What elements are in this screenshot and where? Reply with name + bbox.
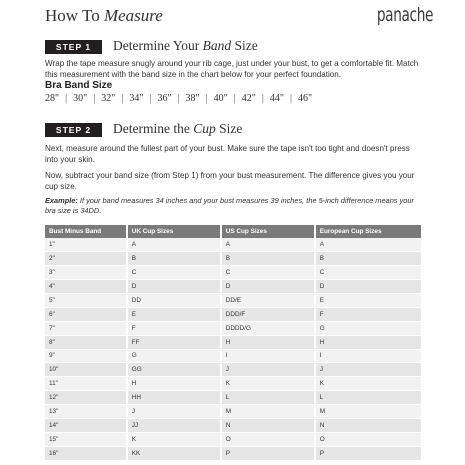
- cell-uk-cup: J: [128, 405, 222, 419]
- step1-badge: STEP 1: [45, 40, 102, 54]
- cell-uk-cup: JJ: [128, 419, 222, 433]
- cell-eu-cup: G: [316, 322, 421, 336]
- step1-title-italic: Band: [202, 38, 232, 53]
- cell-us-cup: C: [222, 266, 316, 280]
- title-italic: Measure: [103, 6, 163, 25]
- step1-title-suffix: Size: [231, 38, 258, 53]
- cell-us-cup: I: [222, 350, 316, 364]
- cell-eu-cup: D: [316, 280, 421, 294]
- cell-eu-cup: P: [316, 447, 421, 461]
- cell-eu-cup: C: [316, 266, 421, 280]
- band-size: 38": [185, 93, 200, 104]
- cell-uk-cup: F: [128, 322, 222, 336]
- cell-bust-minus-band: 5": [45, 294, 128, 308]
- cell-uk-cup: E: [128, 308, 222, 322]
- header-eu-cup: European Cup Sizes: [316, 225, 421, 238]
- step2-title-italic: Cup: [193, 121, 216, 136]
- band-size-separator: |: [93, 93, 96, 104]
- cell-uk-cup: GG: [128, 363, 222, 377]
- cell-us-cup: P: [222, 447, 316, 461]
- cell-us-cup: D: [222, 280, 316, 294]
- cell-bust-minus-band: 4": [45, 280, 128, 294]
- cell-us-cup: DDD/F: [222, 308, 316, 322]
- table-row: [45, 419, 421, 433]
- step2-instructions-1: Next, measure around the fullest part of your bust. Make sure the tape isn't too tight and doesn't press into your skin.: [45, 144, 410, 164]
- cell-bust-minus-band: 3": [45, 266, 128, 280]
- table-header-row: [45, 225, 421, 238]
- cell-uk-cup: H: [128, 377, 222, 391]
- cell-bust-minus-band: 1": [45, 238, 128, 252]
- table-row: [45, 350, 421, 364]
- table-row: [45, 280, 421, 294]
- cell-uk-cup: D: [128, 280, 222, 294]
- table-row: [45, 266, 421, 280]
- band-size: 44": [269, 93, 284, 104]
- cell-uk-cup: FF: [128, 336, 222, 350]
- cup-size-table: [45, 225, 421, 461]
- step1-heading: [45, 40, 425, 56]
- table-row: [45, 308, 421, 322]
- band-size: 40": [213, 93, 228, 104]
- step2-instructions-2: Now, subtract your band size (from Step 1) from your bust measurement. The difference gives you your cup size.: [45, 171, 415, 191]
- band-size: 46": [297, 93, 313, 104]
- cell-us-cup: N: [222, 419, 316, 433]
- step1-title-plain: Determine Your: [113, 38, 203, 53]
- cell-eu-cup: F: [316, 308, 421, 322]
- step2-title-suffix: Size: [215, 121, 243, 136]
- cell-uk-cup: G: [128, 350, 222, 364]
- table-row: [45, 322, 421, 336]
- cell-eu-cup: H: [316, 336, 421, 350]
- header-uk-cup: UK Cup Sizes: [128, 225, 222, 238]
- cell-eu-cup: L: [316, 391, 421, 405]
- cell-us-cup: J: [222, 363, 316, 377]
- table-row: [45, 363, 421, 377]
- band-size-separator: |: [65, 93, 68, 104]
- cell-bust-minus-band: 15": [45, 433, 128, 447]
- band-size-list: [45, 93, 345, 104]
- cell-us-cup: H: [222, 336, 316, 350]
- cell-bust-minus-band: 14": [45, 419, 128, 433]
- cell-eu-cup: B: [316, 252, 421, 266]
- band-size-separator: |: [205, 93, 208, 104]
- step2-badge: STEP 2: [45, 123, 102, 137]
- cell-eu-cup: M: [316, 405, 421, 419]
- cell-uk-cup: A: [128, 238, 222, 252]
- band-size-separator: |: [149, 93, 152, 104]
- cell-uk-cup: K: [128, 433, 222, 447]
- cell-us-cup: L: [222, 391, 316, 405]
- cell-us-cup: K: [222, 377, 316, 391]
- cell-bust-minus-band: 6": [45, 308, 128, 322]
- cell-us-cup: A: [222, 238, 316, 252]
- cell-uk-cup: KK: [128, 447, 222, 461]
- cell-bust-minus-band: 13": [45, 405, 128, 419]
- band-size: 28": [45, 93, 60, 104]
- step1-instructions: Wrap the tape measure snugly around your rib cage, just under your bust, to get a comfortable fit. Match this measurement with the band size in the chart below for your perfect foundation.: [45, 59, 419, 79]
- cell-eu-cup: J: [316, 363, 421, 377]
- table-row: [45, 336, 421, 350]
- band-size: 32": [101, 93, 116, 104]
- step1-title: [113, 38, 258, 54]
- cell-uk-cup: HH: [128, 391, 222, 405]
- example-note: [45, 196, 425, 216]
- table-row: [45, 252, 421, 266]
- title-plain: How To: [45, 6, 104, 25]
- example-text: If your band measures 34 inches and your bust measures 39 inches, the 5-inch difference means your bra size is 34DD.: [45, 196, 414, 215]
- band-size: 36": [157, 93, 172, 104]
- page-title: [45, 6, 163, 26]
- bra-band-label: Bra Band Size: [45, 80, 113, 91]
- brand-logo: panache: [376, 4, 433, 26]
- cell-eu-cup: E: [316, 294, 421, 308]
- band-size: 34": [129, 93, 144, 104]
- table-row: [45, 405, 421, 419]
- band-size-separator: |: [261, 93, 264, 104]
- table-row: [45, 294, 421, 308]
- band-size-separator: |: [233, 93, 236, 104]
- cell-eu-cup: I: [316, 350, 421, 364]
- cell-uk-cup: B: [128, 252, 222, 266]
- cell-us-cup: DDDD/G: [222, 322, 316, 336]
- band-size-separator: |: [289, 93, 292, 104]
- table-row: [45, 377, 421, 391]
- cell-us-cup: M: [222, 405, 316, 419]
- cell-bust-minus-band: 2": [45, 252, 128, 266]
- cell-bust-minus-band: 11": [45, 377, 128, 391]
- cell-eu-cup: A: [316, 238, 421, 252]
- example-label: Example:: [45, 196, 78, 205]
- header-bust-minus-band: Bust Minus Band: [45, 225, 128, 238]
- cell-bust-minus-band: 9": [45, 350, 128, 364]
- cell-bust-minus-band: 10": [45, 363, 128, 377]
- header: [45, 4, 433, 34]
- cell-us-cup: DD/E: [222, 294, 316, 308]
- cell-eu-cup: O: [316, 433, 421, 447]
- cell-uk-cup: DD: [128, 294, 222, 308]
- band-size-separator: |: [121, 93, 124, 104]
- band-size: 30": [73, 93, 88, 104]
- header-us-cup: US Cup Sizes: [222, 225, 316, 238]
- cell-bust-minus-band: 16": [45, 447, 128, 461]
- step2-title-plain: Determine the: [113, 121, 194, 136]
- cell-bust-minus-band: 8": [45, 336, 128, 350]
- cell-us-cup: B: [222, 252, 316, 266]
- table-row: [45, 238, 421, 252]
- cell-bust-minus-band: 12": [45, 391, 128, 405]
- cell-uk-cup: C: [128, 266, 222, 280]
- table-row: [45, 447, 421, 461]
- table-body: [45, 238, 421, 461]
- table-row: [45, 391, 421, 405]
- cell-us-cup: O: [222, 433, 316, 447]
- band-size: 42": [241, 93, 256, 104]
- table-row: [45, 433, 421, 447]
- cell-bust-minus-band: 7": [45, 322, 128, 336]
- cell-eu-cup: N: [316, 419, 421, 433]
- band-size-separator: |: [177, 93, 180, 104]
- step2-title: [113, 121, 242, 137]
- step2-heading: [45, 123, 425, 139]
- cell-eu-cup: K: [316, 377, 421, 391]
